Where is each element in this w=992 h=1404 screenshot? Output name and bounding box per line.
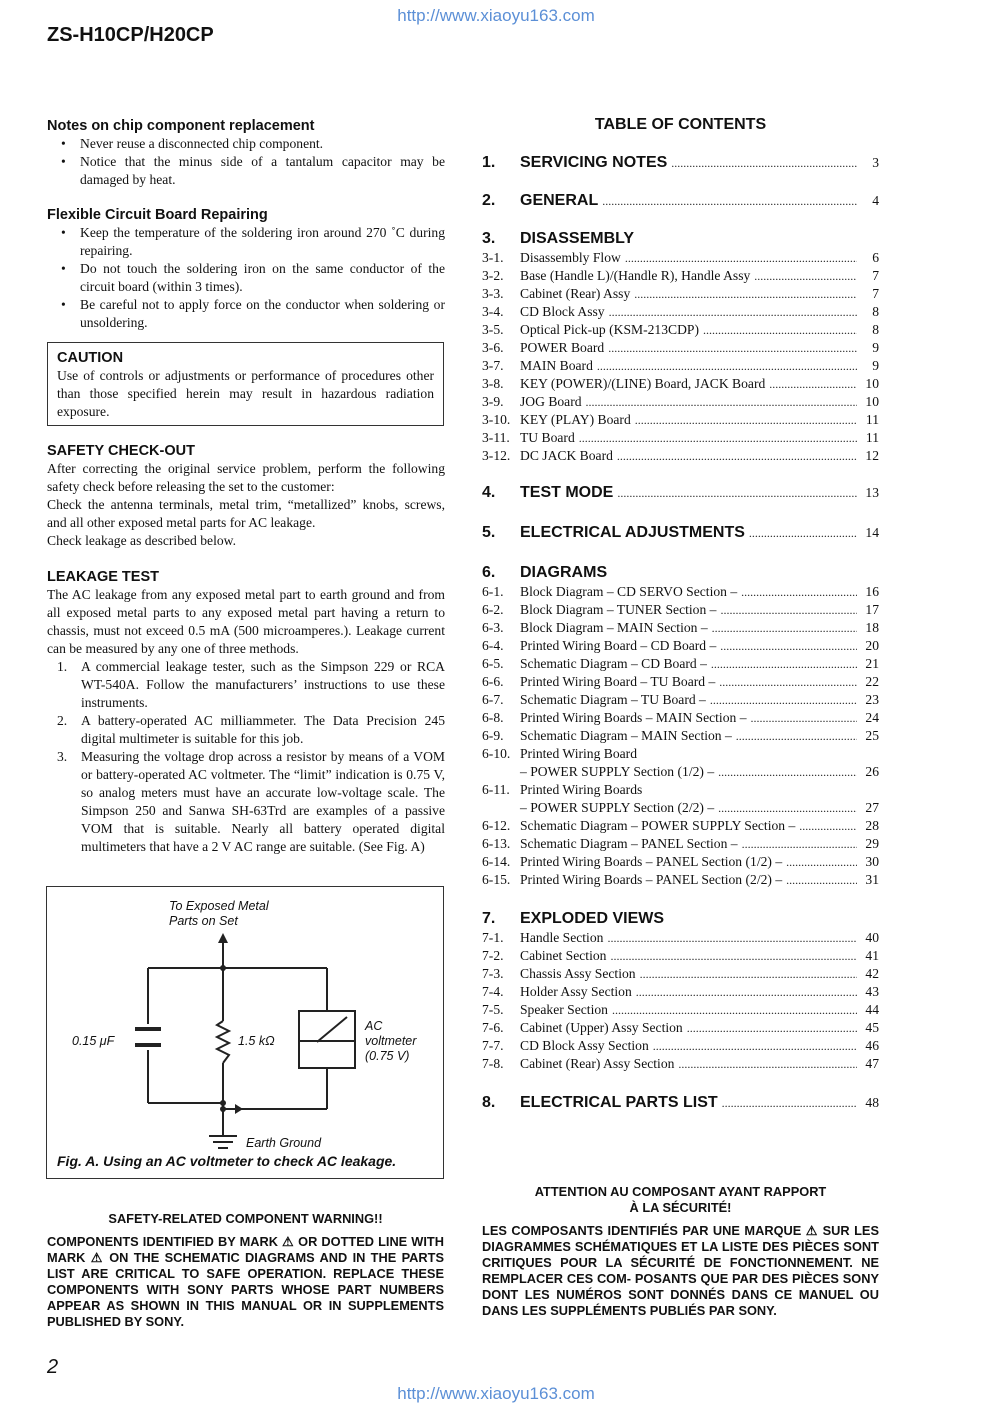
warning-fr-text: LES COMPOSANTS IDENTIFIÉS PAR UNE MARQUE ⚠ SUR LES DIAGRAMMES SCHÉMATIQUES ET LA LISTE DES PIÈCES SONT CRITIQUES POUR LA SÉCURITÉ DE FONCTIONNEMENT. NE REMPLACER CES COM- POSANTS QUE PAR DES PIÈCES SONY DONT LES NUMÉROS SONT DONNÉS DANS CE MANUEL OU DANS LES SUPPLÉMENTS PUBLIÉS PAR SONY. bbox=[482, 1223, 879, 1318]
leader-dots bbox=[634, 287, 857, 302]
ground-label: Earth Ground bbox=[246, 1136, 322, 1150]
toc-entry[interactable] bbox=[482, 728, 879, 744]
warning-title: SAFETY-RELATED COMPONENT WARNING!! bbox=[108, 1211, 383, 1226]
leader-dots bbox=[751, 711, 857, 726]
page-number: 40 bbox=[865, 930, 879, 945]
leader-dots bbox=[671, 156, 857, 171]
page-number: 7 bbox=[872, 268, 879, 283]
toc-entry[interactable] bbox=[482, 930, 879, 946]
page-number: 14 bbox=[865, 525, 879, 540]
page-number: 11 bbox=[865, 430, 879, 445]
entry-number: 6-15. bbox=[482, 872, 511, 887]
leader-dots bbox=[602, 194, 857, 209]
caution-title: CAUTION bbox=[57, 350, 124, 366]
toc-entry[interactable] bbox=[482, 1020, 879, 1036]
toc-entry[interactable] bbox=[482, 448, 879, 464]
section-title: TEST MODE bbox=[520, 484, 614, 501]
leader-dots bbox=[610, 949, 857, 964]
toc-entry[interactable] bbox=[482, 358, 879, 374]
page-number: 26 bbox=[865, 764, 879, 779]
section-number: 7. bbox=[482, 910, 496, 927]
page-number: 42 bbox=[865, 966, 879, 981]
toc-entry[interactable] bbox=[482, 584, 879, 600]
toc-entry[interactable] bbox=[482, 692, 879, 708]
page-number: 25 bbox=[865, 728, 879, 743]
entry-number: 6-3. bbox=[482, 620, 504, 635]
leader-dots bbox=[754, 269, 857, 284]
toc-entry[interactable] bbox=[482, 340, 879, 356]
page-number: 8 bbox=[872, 304, 879, 319]
entry-number: 6-2. bbox=[482, 602, 504, 617]
leader-dots bbox=[703, 323, 857, 338]
leader-dots bbox=[736, 729, 857, 744]
page-number: 43 bbox=[865, 984, 879, 999]
leader-dots bbox=[640, 967, 857, 982]
entry-number: 6-9. bbox=[482, 728, 504, 743]
section-title: GENERAL bbox=[520, 192, 599, 209]
section-title: DIAGRAMS bbox=[520, 564, 608, 581]
entry-title: Chassis Assy Section bbox=[520, 966, 636, 981]
entry-number: 6-10. bbox=[482, 746, 511, 761]
page-number: 47 bbox=[865, 1056, 879, 1071]
entry-number: 6-1. bbox=[482, 584, 504, 599]
leader-dots bbox=[687, 1021, 857, 1036]
item-number: 2. bbox=[57, 713, 68, 728]
entry-title: KEY (PLAY) Board bbox=[520, 412, 631, 427]
entry-number: 3-3. bbox=[482, 286, 504, 301]
toc-section-4[interactable] bbox=[482, 484, 879, 502]
toc-entry[interactable] bbox=[482, 854, 879, 870]
entry-number: 7-8. bbox=[482, 1056, 504, 1071]
leader-dots bbox=[749, 526, 857, 541]
entry-number: 3-4. bbox=[482, 304, 504, 319]
safety-p1: After correcting the original service problem, perform the following safety check before releasing the set to the customer: bbox=[47, 461, 445, 494]
toc-entry[interactable] bbox=[482, 376, 879, 392]
entry-number: 6-5. bbox=[482, 656, 504, 671]
section-title: SERVICING NOTES bbox=[520, 154, 668, 171]
leader-dots bbox=[720, 639, 857, 654]
toc-section-1[interactable] bbox=[482, 154, 879, 172]
leader-dots bbox=[617, 449, 857, 464]
section-title: DISASSEMBLY bbox=[520, 230, 635, 247]
toc-entry[interactable] bbox=[482, 268, 879, 284]
item-number: 1. bbox=[57, 659, 68, 674]
entry-number: 6-8. bbox=[482, 710, 504, 725]
leakage-heading: LEAKAGE TEST bbox=[47, 569, 159, 585]
entry-number: 3-11. bbox=[482, 430, 510, 445]
page-number: 29 bbox=[865, 836, 879, 851]
entry-number: 3-8. bbox=[482, 376, 504, 391]
entry-number: 7-4. bbox=[482, 984, 504, 999]
safety-p2: Check the antenna terminals, metal trim, “metallized” knobs, screws, and all other exposed metal parts for AC leakage. bbox=[47, 497, 445, 530]
label-parts-on-set: Parts on Set bbox=[169, 914, 238, 928]
page-number: 20 bbox=[865, 638, 879, 653]
toc-entry[interactable] bbox=[482, 948, 879, 964]
toc-entry[interactable] bbox=[482, 602, 879, 618]
section-number: 8. bbox=[482, 1094, 496, 1111]
footer-url[interactable]: http://www.xiaoyu163.com bbox=[397, 1384, 595, 1403]
toc-section-7 bbox=[482, 910, 879, 928]
toc-entry[interactable] bbox=[482, 322, 879, 338]
toc-entry[interactable] bbox=[482, 304, 879, 320]
safety-checkout bbox=[47, 442, 445, 550]
entry-title: Printed Wiring Boards – PANEL Section (1/2) – bbox=[520, 854, 783, 869]
page-number: 21 bbox=[865, 656, 879, 671]
table-of-contents bbox=[482, 116, 879, 1126]
entry-title: Printed Wiring Board bbox=[520, 746, 638, 761]
toc-entry[interactable] bbox=[482, 1038, 879, 1054]
leader-dots bbox=[609, 305, 857, 320]
section-number: 4. bbox=[482, 484, 496, 501]
leader-dots bbox=[678, 1057, 857, 1072]
leader-dots bbox=[636, 985, 857, 1000]
leader-dots bbox=[722, 1096, 857, 1111]
list-item bbox=[47, 712, 445, 748]
page-number: 10 bbox=[865, 394, 879, 409]
leader-dots bbox=[597, 359, 857, 374]
figure-a bbox=[46, 886, 444, 1179]
leader-dots bbox=[719, 675, 857, 690]
entry-number: 3-12. bbox=[482, 448, 511, 463]
entry-number: 3-1. bbox=[482, 250, 504, 265]
entry-title: Cabinet Section bbox=[520, 948, 607, 963]
item-text: A battery-operated AC milliammeter. The Data Precision 245 digital multimeter is suitable for this job. bbox=[81, 713, 445, 746]
flex-board-notes bbox=[47, 206, 445, 332]
warning-text: COMPONENTS IDENTIFIED BY MARK ⚠ OR DOTTED LINE WITH MARK ⚠ ON THE SCHEMATIC DIAGRAMS AND IN THE PARTS LIST ARE CRITICAL TO SAFE OPERATION. REPLACE THESE COMPONENTS WITH SONY PARTS WHOSE PART NUMBERS APPEAR AS SHOWN IN THIS MANUAL OR IN SUPPLEMENTS PUBLISHED BY SONY. bbox=[47, 1234, 444, 1329]
section-number: 5. bbox=[482, 524, 496, 541]
leader-dots bbox=[799, 819, 857, 834]
entry-number: 3-2. bbox=[482, 268, 504, 283]
page-number: 23 bbox=[865, 692, 879, 707]
section-number: 1. bbox=[482, 154, 496, 171]
entry-title: Block Diagram – MAIN Section – bbox=[520, 620, 708, 635]
entry-number: 6-4. bbox=[482, 638, 504, 653]
page-number: 9 bbox=[872, 358, 879, 373]
leader-dots bbox=[586, 395, 857, 410]
entry-title: Cabinet (Upper) Assy Section bbox=[520, 1020, 683, 1035]
list-item: • Keep the temperature of the soldering iron around 270 ˚C during repairing. bbox=[47, 224, 445, 260]
entry-number: 3-9. bbox=[482, 394, 504, 409]
caution-text: Use of controls or adjustments or performance of procedures other than those specified herein may result in hazardous radiation exposure. bbox=[57, 368, 434, 419]
toc-entry[interactable] bbox=[482, 836, 879, 852]
entry-number: 3-5. bbox=[482, 322, 504, 337]
entry-number: 6-7. bbox=[482, 692, 504, 707]
warning-fr-title-2: À LA SÉCURITÉ! bbox=[629, 1200, 732, 1215]
entry-number: 6-14. bbox=[482, 854, 511, 869]
page-number: 24 bbox=[865, 710, 879, 725]
safety-warning-fr bbox=[482, 1184, 879, 1319]
leader-dots bbox=[625, 251, 857, 266]
entry-title: CD Block Assy bbox=[520, 304, 605, 319]
leader-dots bbox=[720, 603, 857, 618]
entry-title: JOG Board bbox=[520, 394, 582, 409]
list-item: • Do not touch the soldering iron on the same conductor of the circuit board (within 3 times). bbox=[47, 260, 445, 296]
entry-title: Base (Handle L)/(Handle R), Handle Assy bbox=[520, 268, 751, 283]
page-number: 7 bbox=[872, 286, 879, 301]
toc-entry[interactable] bbox=[482, 710, 879, 726]
toc-entry[interactable] bbox=[482, 638, 879, 654]
toc-entry[interactable] bbox=[482, 620, 879, 636]
toc-entry[interactable] bbox=[482, 656, 879, 672]
page-number: 27 bbox=[865, 800, 879, 815]
meter-label-1: AC bbox=[365, 1019, 383, 1033]
page-number: 3 bbox=[872, 155, 879, 170]
leader-dots bbox=[742, 837, 857, 852]
entry-title: Schematic Diagram – TU Board – bbox=[520, 692, 706, 707]
page-number: 46 bbox=[865, 1038, 879, 1053]
entry-title: MAIN Board bbox=[520, 358, 593, 373]
list-item bbox=[47, 748, 445, 856]
entry-number: 6-6. bbox=[482, 674, 504, 689]
entry-number: 6-11. bbox=[482, 782, 510, 797]
entry-title: Cabinet (Rear) Assy Section bbox=[520, 1056, 675, 1071]
entry-title: Cabinet (Rear) Assy bbox=[520, 286, 631, 301]
entry-title: Optical Pick-up (KSM-213CDP) bbox=[520, 322, 699, 337]
label-exposed-metal: To Exposed Metal bbox=[169, 899, 269, 913]
entry-title: Printed Wiring Boards – PANEL Section (2/2) – bbox=[520, 872, 783, 887]
leader-dots bbox=[786, 873, 857, 888]
toc-entry[interactable] bbox=[482, 430, 879, 446]
page-number-footer: 2 bbox=[47, 1356, 59, 1378]
entry-number: 7-7. bbox=[482, 1038, 504, 1053]
entry-title: DC JACK Board bbox=[520, 448, 613, 463]
entry-title: KEY (POWER)/(LINE) Board, JACK Board bbox=[520, 376, 766, 391]
toc-entry[interactable] bbox=[482, 872, 879, 888]
page-number: 17 bbox=[865, 602, 879, 617]
leader-dots bbox=[741, 585, 857, 600]
caution-box bbox=[47, 342, 444, 426]
list-item bbox=[47, 658, 445, 712]
list-item: • Notice that the minus side of a tantalum capacitor may be damaged by heat. bbox=[47, 153, 445, 189]
toc-entry[interactable] bbox=[482, 412, 879, 428]
safety-p3: Check leakage as described below. bbox=[47, 533, 236, 548]
entry-number: 3-6. bbox=[482, 340, 504, 355]
page-number: 45 bbox=[865, 1020, 879, 1035]
entry-number: 7-3. bbox=[482, 966, 504, 981]
leader-dots bbox=[769, 377, 857, 392]
page-number: 16 bbox=[865, 584, 879, 599]
page-number: 11 bbox=[865, 412, 879, 427]
page-number: 12 bbox=[865, 448, 879, 463]
list-item: • Never reuse a disconnected chip component. bbox=[47, 135, 445, 153]
toc-entry-continuation[interactable] bbox=[520, 800, 879, 816]
page-number: 13 bbox=[865, 485, 879, 500]
safety-warning-en bbox=[47, 1211, 444, 1330]
entry-number: 6-13. bbox=[482, 836, 511, 851]
toc-entry[interactable] bbox=[482, 984, 879, 1000]
entry-title: Printed Wiring Board – TU Board – bbox=[520, 674, 716, 689]
entry-number: 7-1. bbox=[482, 930, 504, 945]
model-title: ZS-H10CP/H20CP bbox=[47, 24, 214, 46]
entry-title: Block Diagram – CD SERVO Section – bbox=[520, 584, 738, 599]
leakage-circuit-diagram bbox=[47, 887, 443, 1178]
entry-title: Speaker Section bbox=[520, 1002, 608, 1017]
page-number: 41 bbox=[865, 948, 879, 963]
meter-label-2: voltmeter bbox=[365, 1034, 417, 1048]
toc-entry[interactable] bbox=[482, 782, 879, 798]
entry-title: – POWER SUPPLY Section (2/2) – bbox=[520, 800, 715, 815]
entry-number: 6-12. bbox=[482, 818, 511, 833]
entry-number: 3-7. bbox=[482, 358, 504, 373]
warning-fr-title-1: ATTENTION AU COMPOSANT AYANT RAPPORT bbox=[534, 1184, 827, 1199]
leader-dots bbox=[617, 486, 857, 501]
toc-entry[interactable] bbox=[482, 746, 879, 762]
leakage-test bbox=[47, 568, 445, 856]
leader-dots bbox=[712, 621, 857, 636]
page-number: 8 bbox=[872, 322, 879, 337]
page-number: 48 bbox=[865, 1095, 879, 1110]
leader-dots bbox=[710, 693, 857, 708]
entry-title: Schematic Diagram – MAIN Section – bbox=[520, 728, 732, 743]
leader-dots bbox=[579, 431, 857, 446]
toc-entry[interactable] bbox=[482, 394, 879, 410]
entry-number: 7-6. bbox=[482, 1020, 504, 1035]
entry-title: Schematic Diagram – PANEL Section – bbox=[520, 836, 738, 851]
toc-entry[interactable] bbox=[482, 1002, 879, 1018]
toc-section-3 bbox=[482, 230, 879, 248]
leader-dots bbox=[718, 801, 857, 816]
leader-dots bbox=[607, 931, 857, 946]
page-number: 4 bbox=[872, 193, 879, 208]
flex-board-heading: Flexible Circuit Board Repairing bbox=[47, 207, 268, 223]
capacitor-value: 0.15 μF bbox=[72, 1034, 115, 1048]
header-url[interactable]: http://www.xiaoyu163.com bbox=[397, 6, 595, 25]
page-number: 44 bbox=[865, 1002, 879, 1017]
leader-dots bbox=[635, 413, 857, 428]
resistor-value: 1.5 kΩ bbox=[238, 1034, 275, 1048]
list-item: • Be careful not to apply force on the conductor when soldering or unsoldering. bbox=[47, 296, 445, 332]
safety-heading: SAFETY CHECK-OUT bbox=[47, 443, 195, 459]
leader-dots bbox=[711, 657, 857, 672]
leader-dots bbox=[718, 765, 857, 780]
entry-title: Holder Assy Section bbox=[520, 984, 632, 999]
page-number: 9 bbox=[872, 340, 879, 355]
page-number: 10 bbox=[865, 376, 879, 391]
page-number: 30 bbox=[865, 854, 879, 869]
toc-title: TABLE OF CONTENTS bbox=[594, 116, 767, 133]
page-number: 31 bbox=[865, 872, 879, 887]
entry-title: Block Diagram – TUNER Section – bbox=[520, 602, 717, 617]
section-number: 6. bbox=[482, 564, 496, 581]
toc-entry[interactable] bbox=[482, 1056, 879, 1072]
toc-section-6 bbox=[482, 564, 879, 582]
entry-title: Printed Wiring Board – CD Board – bbox=[520, 638, 717, 653]
page-number: 18 bbox=[865, 620, 879, 635]
entry-title: – POWER SUPPLY Section (1/2) – bbox=[520, 764, 715, 779]
toc-entry[interactable] bbox=[482, 818, 879, 834]
toc-section-5[interactable] bbox=[482, 524, 879, 542]
entry-number: 7-2. bbox=[482, 948, 504, 963]
leakage-p1: The AC leakage from any exposed metal part to earth ground and from all exposed metal parts to any exposed metal part having a return to chassis, must not exceed 0.5 mA (500 microamperes.). Leakage current can be measured by any one of three methods. bbox=[47, 587, 445, 656]
entry-title: Schematic Diagram – POWER SUPPLY Section – bbox=[520, 818, 796, 833]
toc-entry-continuation[interactable] bbox=[520, 764, 879, 780]
toc-entry[interactable] bbox=[482, 286, 879, 302]
toc-entry[interactable] bbox=[482, 250, 879, 266]
entry-title: Disassembly Flow bbox=[520, 250, 621, 265]
page-number: 22 bbox=[865, 674, 879, 689]
chip-notes bbox=[47, 117, 445, 189]
item-number: 3. bbox=[57, 749, 68, 764]
leader-dots bbox=[608, 341, 857, 356]
entry-title: Handle Section bbox=[520, 930, 604, 945]
section-title: ELECTRICAL ADJUSTMENTS bbox=[520, 524, 745, 541]
chip-notes-heading: Notes on chip component replacement bbox=[47, 118, 315, 134]
entry-title: POWER Board bbox=[520, 340, 605, 355]
section-title: ELECTRICAL PARTS LIST bbox=[520, 1094, 718, 1111]
toc-entry[interactable] bbox=[482, 674, 879, 690]
section-number: 3. bbox=[482, 230, 496, 247]
leader-dots bbox=[612, 1003, 857, 1018]
entry-title: Printed Wiring Boards – MAIN Section – bbox=[520, 710, 747, 725]
item-text: Measuring the voltage drop across a resistor by means of a VOM or battery-operated AC voltmeter. The “limit” indication is 0.75 V, so analog meters must have an accurate low-voltage scale. The Simpson 250 and Sanwa SH-63Trd are examples of a passive VOM that is suitable. Nearly all battery operated digital multimeters that have a 2 V AC range are suitable. (See Fig. A) bbox=[81, 749, 445, 854]
toc-section-2[interactable] bbox=[482, 192, 879, 210]
page-number: 6 bbox=[872, 250, 879, 265]
section-title: EXPLODED VIEWS bbox=[520, 910, 665, 927]
figure-caption: Fig. A. Using an AC voltmeter to check AC leakage. bbox=[57, 1153, 397, 1169]
meter-label-3: (0.75 V) bbox=[365, 1049, 410, 1063]
entry-number: 7-5. bbox=[482, 1002, 504, 1017]
entry-title: TU Board bbox=[520, 430, 575, 445]
toc-section-8[interactable] bbox=[482, 1094, 879, 1112]
entry-title: Printed Wiring Boards bbox=[520, 782, 643, 797]
item-text: A commercial leakage tester, such as the Simpson 229 or RCA WT-540A. Follow the manufacturers’ instructions to use these instruments. bbox=[81, 659, 445, 710]
leader-dots bbox=[786, 855, 857, 870]
section-number: 2. bbox=[482, 192, 496, 209]
toc-entry[interactable] bbox=[482, 966, 879, 982]
entry-number: 3-10. bbox=[482, 412, 511, 427]
page-number: 28 bbox=[865, 818, 879, 833]
leader-dots bbox=[653, 1039, 857, 1054]
entry-title: CD Block Assy Section bbox=[520, 1038, 649, 1053]
entry-title: Schematic Diagram – CD Board – bbox=[520, 656, 707, 671]
